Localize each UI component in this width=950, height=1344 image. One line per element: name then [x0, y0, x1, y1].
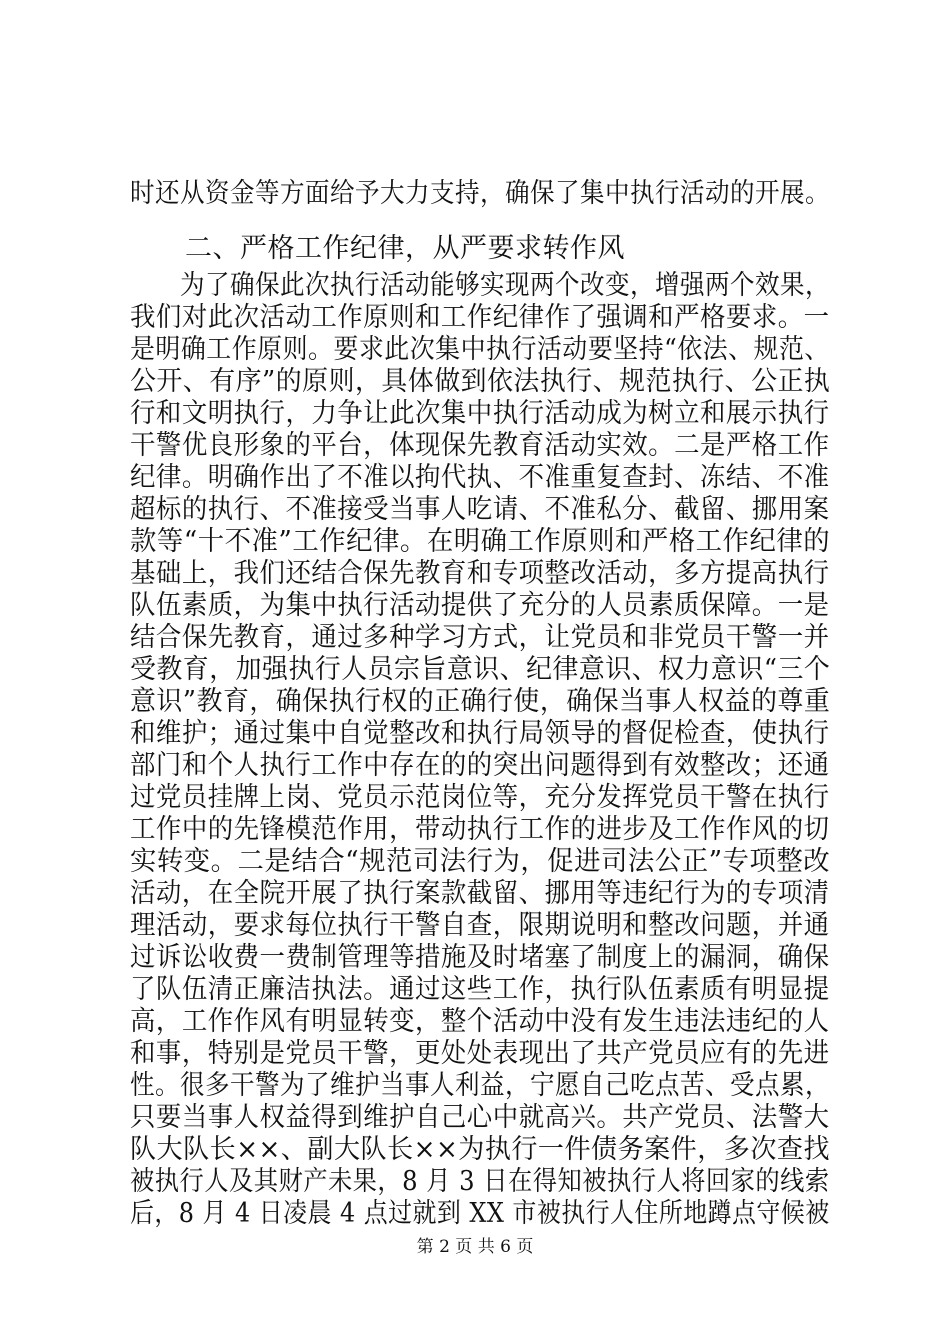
text-line: 活动，在全院开展了执行案款截留、挪用等违纪行为的专项清	[130, 878, 830, 909]
text-line: 意识”教育，确保执行权的正确行使，确保当事人权益的尊重	[130, 686, 831, 717]
text-line: 行和文明执行，力争让此次集中执行活动成为树立和展示执行	[130, 398, 830, 429]
text-line: 后，8 月 4 日凌晨 4 点过就到 XX 市被执行人住所地蹲点守候被	[130, 1198, 830, 1229]
text-line: 被执行人及其财产未果，8 月 3 日在得知被执行人将回家的线索	[130, 1166, 830, 1197]
text-line: 受教育，加强执行人员宗旨意识、纪律意识、权力意识“三个	[130, 654, 831, 685]
text-line: 和事，特别是党员干警，更处处表现出了共产党员应有的先进	[130, 1038, 830, 1069]
text-line: 过诉讼收费一费制管理等措施及时堵塞了制度上的漏洞，确保	[130, 942, 830, 973]
text-line: 只要当事人权益得到维护自己心中就高兴。共产党员、法警大	[130, 1102, 830, 1133]
text-line: 了队伍清正廉洁执法。通过这些工作，执行队伍素质有明显提	[130, 974, 830, 1005]
text-line: 超标的执行、不准接受当事人吃请、不准私分、截留、挪用案	[130, 494, 830, 525]
text-line: 时还从资金等方面给予大力支持，确保了集中执行活动的开展。	[130, 178, 830, 209]
text-line: 工作中的先锋模范作用，带动执行工作的进步及工作作风的切	[130, 814, 830, 845]
text-line: 结合保先教育，通过多种学习方式，让党员和非党员干警一并	[130, 622, 830, 653]
text-line: 为了确保此次执行活动能够实现两个改变，增强两个效果，	[130, 270, 830, 301]
text-line: 性。很多干警为了维护当事人利益，宁愿自己吃点苦、受点累，	[130, 1070, 830, 1101]
text-line: 基础上，我们还结合保先教育和专项整改活动，多方提高执行	[130, 558, 830, 589]
text-line: 队伍素质，为集中执行活动提供了充分的人员素质保障。一是	[130, 590, 830, 621]
text-line: 是明确工作原则。要求此次集中执行活动要坚持“依法、规范、	[130, 334, 830, 365]
text-line: 我们对此次活动工作原则和工作纪律作了强调和严格要求。一	[130, 302, 830, 333]
text-line: 理活动，要求每位执行干警自查，限期说明和整改问题，并通	[130, 910, 830, 941]
text-line: 和维护；通过集中自觉整改和执行局领导的督促检查，使执行	[130, 718, 830, 749]
section-heading: 二、严格工作纪律，从严要求转作风	[130, 233, 625, 264]
text-line: 队大队长××、副大队长××为执行一件债务案件，多次查找	[130, 1134, 830, 1165]
text-line: 部门和个人执行工作中存在的的突出问题得到有效整改；还通	[130, 750, 830, 781]
text-line: 干警优良形象的平台，体现保先教育活动实效。二是严格工作	[130, 430, 830, 461]
text-line: 高，工作作风有明显转变，整个活动中没有发生违法违纪的人	[130, 1006, 830, 1037]
text-line: 公开、有序”的原则，具体做到依法执行、规范执行、公正执	[130, 366, 831, 397]
text-line: 过党员挂牌上岗、党员示范岗位等，充分发挥党员干警在执行	[130, 782, 830, 813]
page-number-footer: 第 2 页 共 6 页	[416, 1237, 534, 1257]
text-line: 纪律。明确作出了不准以拘代执、不准重复查封、冻结、不准	[130, 462, 830, 493]
text-line: 款等“十不准”工作纪律。在明确工作原则和严格工作纪律的	[130, 526, 831, 557]
text-line: 实转变。二是结合“规范司法行为，促进司法公正”专项整改	[130, 846, 831, 877]
